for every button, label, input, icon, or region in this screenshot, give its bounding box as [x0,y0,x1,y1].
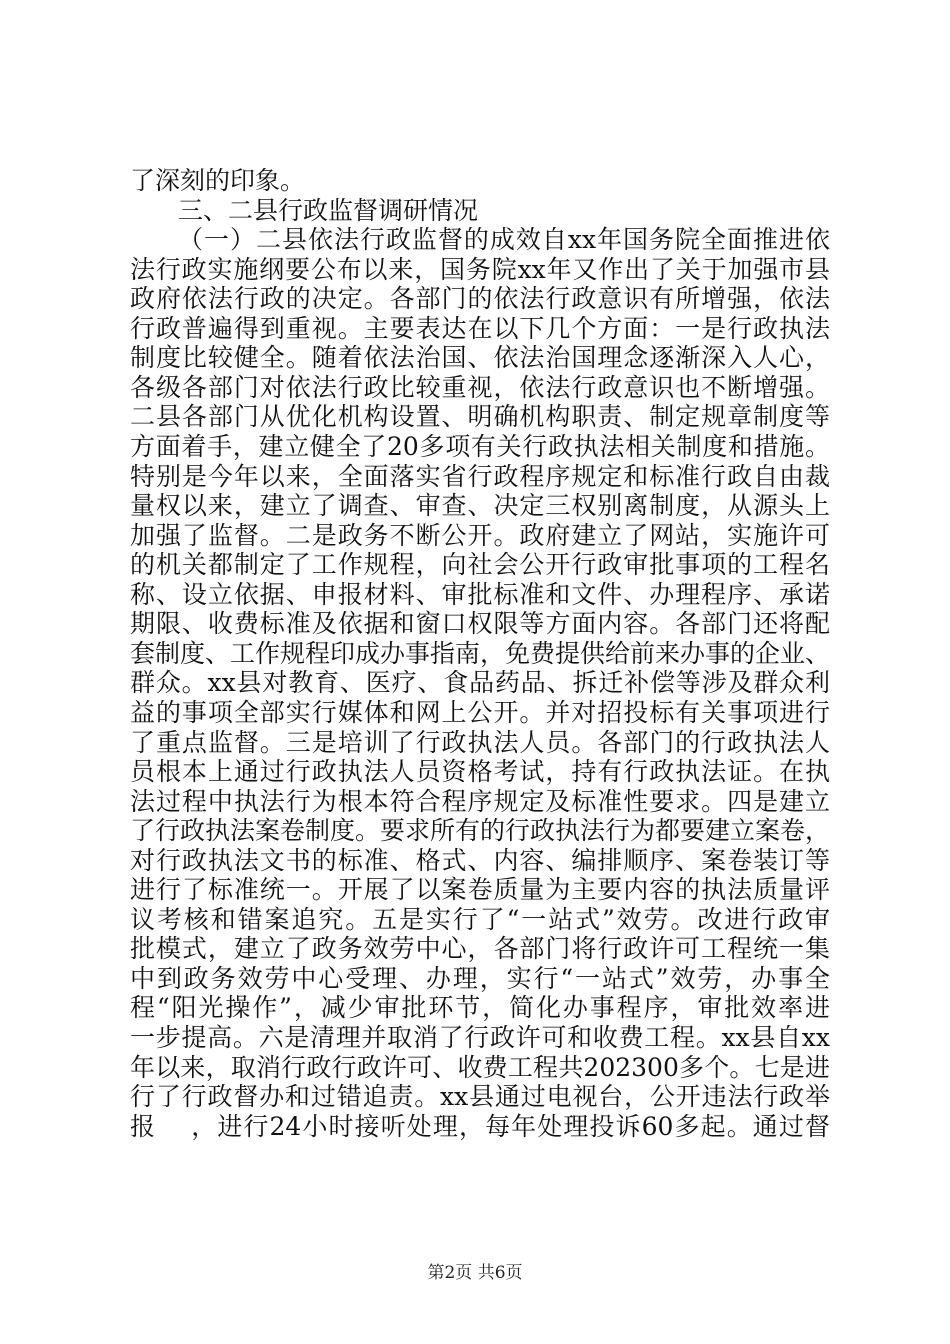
text-line: 方面着手，建立健全了20多项有关行政执法相关制度和措施。 [130,431,830,461]
text-line: 法过程中执法行为根本符合程序规定及标准性要求。四是建立 [130,786,830,816]
text-line: 行政普遍得到重视。主要表达在以下几个方面：一是行政执法 [130,313,830,343]
text-line: 议考核和错案追究。五是实行了“一站式”效劳。改进行政审 [130,904,830,934]
text-line: 进行了标准统一。开展了以案卷质量为主要内容的执法质量评 [130,875,830,905]
text-line: 了深刻的印象。 [130,166,306,195]
page-footer: 第2页 共6页 [427,1263,523,1283]
text-line: 量权以来，建立了调查、审查、决定三权别离制度，从源头上 [130,491,830,521]
text-line: 期限、收费标准及依据和窗口权限等方面内容。各部门还将配 [130,609,830,639]
text-line: 报 ，进行24小时接听处理，每年处理投诉60多起。通过督 [130,1111,830,1141]
text-line: 中到政务效劳中心受理、办理，实行“一站式”效劳，办事全 [130,963,830,993]
text-line: 一步提高。六是清理并取消了行政许可和收费工程。xx县自xx [130,1023,830,1052]
text-line: 二县各部门从优化机构设置、明确机构职责、制定规章制度等 [130,402,830,432]
text-line: 制度比较健全。随着依法治国、依法治国理念逐渐深入人心， [130,343,830,373]
text-line: 法行政实施纲要公布以来，国务院xx年又作出了关于加强市县 [130,254,830,284]
text-line: 套制度、工作规程印成办事指南，免费提供给前来办事的企业、 [130,638,831,668]
text-line: 政府依法行政的决定。各部门的依法行政意识有所增强，依法 [130,284,830,314]
section-heading: 三、二县行政监督调研情况 [178,195,479,225]
text-line: 的机关都制定了工作规程，向社会公开行政审批事项的工程名 [130,550,830,580]
text-line: 加强了监督。二是政务不断公开。政府建立了网站，实施许可 [130,520,830,550]
text-line: 对行政执法文书的标准、格式、内容、编排顺序、案卷装订等 [130,845,830,875]
text-line: （一）二县依法行政监督的成效自xx年国务院全面推进依 [178,225,830,255]
text-line: 行了行政督办和过错追责。xx县通过电视台，公开违法行政举 [130,1082,830,1112]
text-line: 程“阳光操作”，减少审批环节，简化办事程序，审批效率进 [130,993,830,1023]
text-line: 益的事项全部实行媒体和网上公开。并对招投标有关事项进行 [130,697,830,727]
text-line: 各级各部门对依法行政比较重视，依法行政意识也不断增强。 [130,372,830,402]
text-line: 了行政执法案卷制度。要求所有的行政执法行为都要建立案卷， [130,816,831,846]
text-line: 了重点监督。三是培训了行政执法人员。各部门的行政执法人 [130,727,830,757]
text-line: 批模式，建立了政务效劳中心，各部门将行政许可工程统一集 [130,934,830,964]
text-line: 年以来，取消行政行政许可、收费工程共202300多个。七是进 [130,1052,830,1082]
text-line: 群众。xx县对教育、医疗、食品药品、拆迁补偿等涉及群众利 [130,668,830,698]
text-line: 称、设立依据、申报材料、审批标准和文件、办理程序、承诺 [130,579,830,609]
text-line: 员根本上通过行政执法人员资格考试，持有行政执法证。在执 [130,757,830,786]
text-line: 特别是今年以来，全面落实省行政程序规定和标准行政自由裁 [130,461,830,491]
